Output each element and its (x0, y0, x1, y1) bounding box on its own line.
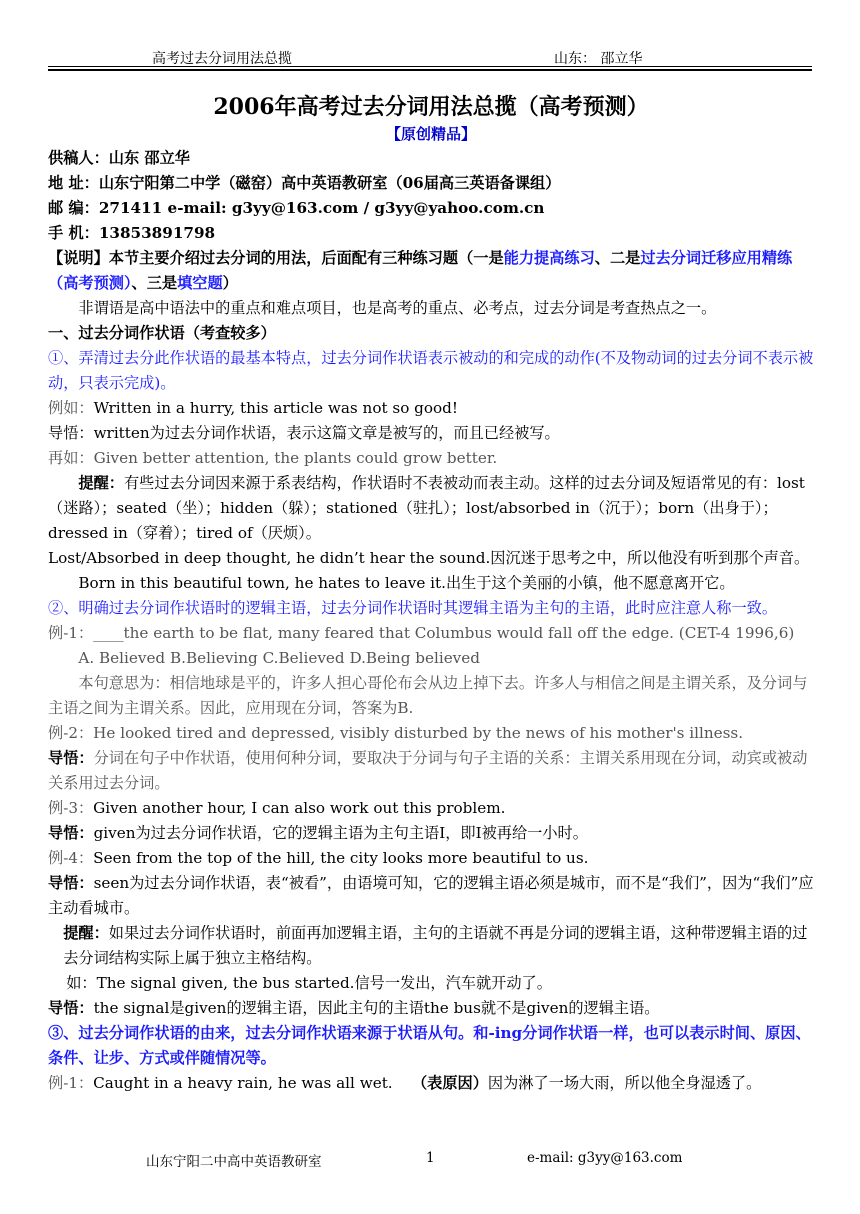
point-2: ②、明确过去分词作状语时的逻辑主语，过去分词作状语时其逻辑主语为主句的主语，此时应注意人称一致。 (48, 599, 777, 617)
document-body (48, 92, 814, 1096)
document-title: 2006年高考过去分词用法总揽（高考预测） (213, 94, 649, 120)
info-postal: 邮 编：271411 e-mail: g3yy@163.com / g3yy@yahoo.com.cn (48, 199, 545, 217)
point-1: ①、弄清过去分此作状语的最基本特点，过去分词作状语表示被动的和完成的动作(不及物动词的过去分词不表示被动，只表示完成)。 (48, 349, 814, 392)
footer-page-number: 1 (426, 1150, 435, 1166)
guide-2: 导悟：分词在句子中作状语，使用何种分词，要取决于分词与句子主语的关系：主谓关系用现在分词，动宾或被动关系用过去分词。 (48, 749, 808, 792)
document-subtitle: 【原创精品】 (385, 125, 476, 143)
footer-email: e-mail: g3yy@163.com (527, 1150, 683, 1166)
tip-1: 提醒：有些过去分词因来源于系表结构，作状语时不表被动而表主动。这样的过去分词及短语常见的有：lost（迷路）；seated（坐）；hidden（躲）；stationed（驻扎）；lost/absorbed in（沉于）；born（出身于）；dressed in（穿着）；tired of（厌烦）。 (48, 474, 805, 542)
tip-2: 提醒：如果过去分词作状语时，前面再加逻辑主语，主句的主语就不再是分词的逻辑主语，这种带逻辑主语的过去分词结构实际上属于独立主格结构。 (63, 924, 808, 967)
sentence-1: Lost/Absorbed in deep thought, he didn’t hear the sound.因沉迷于思考之中，所以他没有听到那个声音。 (48, 549, 810, 567)
header-rule-thick (48, 69, 812, 71)
footer-org: 山东宁阳二中高中英语教研室 (146, 1154, 322, 1170)
header-title: 高考过去分词用法总揽 (152, 51, 292, 67)
exercise-3: 例-3：Given another hour, I can also work out this problem. (48, 799, 506, 817)
guide-5: 导悟：the signal是given的逻辑主语，因此主句的主语the bus就不是given的逻辑主语。 (48, 999, 660, 1017)
exercise-1-options: A. Believed B.Believing C.Believed D.Being believed (78, 649, 480, 667)
header-rule (48, 66, 812, 67)
guide-3: 导悟：given为过去分词作状语，它的逻辑主语为主句主语I，即I被再给一小时。 (48, 824, 588, 842)
point-3: ③、过去分词作状语的由来，过去分词作状语来源于状语从句。和-ing分词作状语一样，也可以表示时间、原因、条件、让步、方式或伴随情况等。 (48, 1024, 811, 1067)
sentence-2: Born in this beautiful town, he hates to leave it.出生于这个美丽的小镇，他不愿意离开它。 (78, 574, 735, 592)
example-5: 如：The signal given, the bus started.信号一发出，汽车就开动了。 (66, 974, 552, 992)
exercise-2: 例-2：He looked tired and depressed, visibly disturbed by the news of his mother's illness. (48, 724, 744, 742)
note-paragraph: 【说明】本节主要介绍过去分词的用法，后面配有三种练习题（一是能力提高练习、二是过去分词迁移应用精练（高考预测）、三是填空题） (48, 249, 793, 292)
info-contributor: 供稿人：山东 邵立华 (48, 149, 190, 167)
guide-4: 导悟：seen为过去分词作状语，表“被看”，由语境可知，它的逻辑主语必须是城市，而不是“我们”，因为“我们”应主动看城市。 (48, 874, 814, 917)
header-author: 山东： 邵立华 (554, 51, 643, 67)
info-address: 地 址：山东宁阳第二中学（磁窑）高中英语教研室（06届高三英语备课组） (48, 174, 561, 192)
section-heading: 一、过去分词作状语（考查较多） (48, 324, 276, 342)
exercise-1-explanation: 本句意思为：相信地球是平的，许多人担心哥伦布会从边上掉下去。许多人与相信之间是主谓关系，及分词与主语之间为主谓关系。因此，应用现在分词，答案为B. (48, 674, 808, 717)
info-phone: 手 机：13853891798 (48, 224, 216, 242)
exercise-6: 例-1：Caught in a heavy rain, he was all wet. （表原因）因为淋了一场大雨，所以他全身湿透了。 (48, 1074, 762, 1092)
guide-1: 导悟：written为过去分词作状语，表示这篇文章是被写的，而且已经被写。 (48, 424, 560, 442)
page-header (48, 44, 812, 66)
exercise-1: 例-1：____the earth to be flat, many feared that Columbus would fall off the edge. (CET-4 1996,6) (48, 624, 795, 642)
example-2: 再如：Given better attention, the plants could grow better. (48, 449, 498, 467)
intro-paragraph: 非谓语是高中语法中的重点和难点项目，也是高考的重点、必考点，过去分词是考查热点之一。 (78, 299, 717, 317)
example-1: 例如：Written in a hurry, this article was not so good! (48, 399, 459, 417)
exercise-4: 例-4：Seen from the top of the hill, the city looks more beautiful to us. (48, 849, 589, 867)
